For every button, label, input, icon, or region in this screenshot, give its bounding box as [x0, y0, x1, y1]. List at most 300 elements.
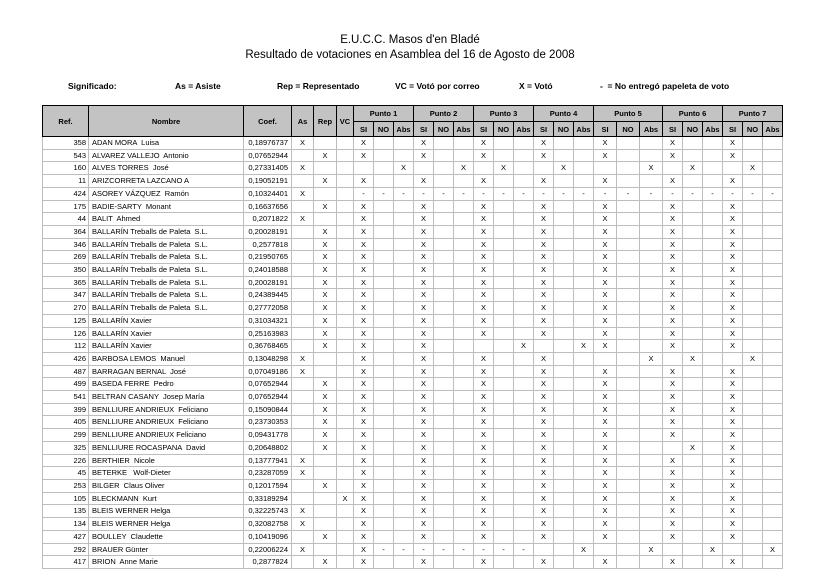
vote-cell: [494, 556, 514, 569]
vote-cell: [703, 454, 723, 467]
vote-cell: X: [723, 378, 743, 391]
table-row: [43, 340, 783, 353]
vote-cell: X: [414, 327, 434, 340]
coef-cell: 0,25163983: [244, 327, 292, 340]
vote-cell: [763, 391, 783, 404]
as-cell: X: [292, 454, 314, 467]
vote-cell: [743, 416, 763, 429]
legend-label: Significado:: [68, 81, 117, 91]
vote-cell: [683, 327, 703, 340]
vote-subcolumn-header: Abs: [640, 122, 663, 137]
vote-cell: [743, 340, 763, 353]
nombre-cell: ALVES TORRES José: [89, 162, 244, 175]
vote-cell: [574, 518, 594, 531]
vote-cell: X: [474, 289, 494, 302]
vote-cell: X: [414, 200, 434, 213]
ref-cell: 135: [43, 505, 89, 518]
vote-cell: X: [723, 505, 743, 518]
as-cell: [292, 429, 314, 442]
vote-cell: [514, 175, 534, 188]
vote-cell: X: [354, 441, 374, 454]
vote-cell: [494, 149, 514, 162]
coef-cell: 0,22006224: [244, 543, 292, 556]
document-title: E.U.C.C. Masos d'en Bladé: [340, 34, 480, 46]
vote-cell: X: [354, 492, 374, 505]
vote-cell: X: [594, 264, 617, 277]
vote-cell: [554, 556, 574, 569]
rep-cell: X: [314, 416, 337, 429]
vote-cell: [640, 492, 663, 505]
vote-cell: [703, 327, 723, 340]
vote-cell: -: [434, 543, 454, 556]
vote-cell: [494, 518, 514, 531]
vote-cell: [743, 556, 763, 569]
vote-cell: [394, 264, 414, 277]
vote-cell: [703, 162, 723, 175]
vote-cell: X: [663, 238, 683, 251]
vote-cell: [434, 518, 454, 531]
vote-cell: [723, 352, 743, 365]
vote-cell: X: [594, 365, 617, 378]
vote-cell: [394, 479, 414, 492]
vote-cell: [494, 492, 514, 505]
vote-cell: [434, 416, 454, 429]
coef-cell: 0,12017594: [244, 479, 292, 492]
vote-cell: [554, 479, 574, 492]
vote-cell: [683, 365, 703, 378]
vote-cell: X: [534, 225, 554, 238]
legend-item-as: As = Asiste: [175, 81, 221, 91]
vote-cell: X: [594, 340, 617, 353]
vote-cell: [554, 327, 574, 340]
nombre-cell: ADAN MORA Luisa: [89, 137, 244, 150]
vote-cell: [703, 213, 723, 226]
rep-cell: X: [314, 289, 337, 302]
vc-cell: [337, 543, 354, 556]
vote-cell: [434, 492, 454, 505]
vote-cell: [683, 340, 703, 353]
vote-cell: [617, 213, 640, 226]
coef-cell: 0,09431778: [244, 429, 292, 442]
vote-cell: [374, 467, 394, 480]
rep-cell: X: [314, 391, 337, 404]
vote-cell: X: [534, 505, 554, 518]
vote-cell: [514, 403, 534, 416]
vote-cell: X: [723, 175, 743, 188]
vote-cell: X: [474, 352, 494, 365]
vc-cell: [337, 454, 354, 467]
vote-cell: [683, 391, 703, 404]
vote-cell: X: [354, 289, 374, 302]
as-cell: [292, 149, 314, 162]
vote-cell: [574, 505, 594, 518]
vote-cell: X: [594, 391, 617, 404]
vote-cell: X: [594, 479, 617, 492]
vote-cell: X: [474, 365, 494, 378]
vote-cell: [743, 238, 763, 251]
vote-cell: -: [454, 187, 474, 200]
vote-cell: X: [534, 251, 554, 264]
vote-cell: [574, 467, 594, 480]
vc-cell: [337, 302, 354, 315]
punto-group-header: Punto 6: [663, 106, 723, 122]
vote-cell: X: [723, 479, 743, 492]
vote-cell: [494, 403, 514, 416]
vote-cell: [683, 429, 703, 442]
vote-cell: [703, 225, 723, 238]
vote-cell: X: [414, 467, 434, 480]
vote-cell: [617, 225, 640, 238]
vote-cell: [640, 200, 663, 213]
vote-cell: [683, 314, 703, 327]
rep-cell: X: [314, 276, 337, 289]
vote-cell: [474, 340, 494, 353]
ref-cell: 44: [43, 213, 89, 226]
nombre-cell: ARIZCORRETA LAZCANO A: [89, 175, 244, 188]
vote-cell: X: [723, 327, 743, 340]
vote-cell: X: [594, 137, 617, 150]
vote-cell: [374, 238, 394, 251]
vote-cell: [514, 264, 534, 277]
vote-cell: X: [414, 492, 434, 505]
vote-cell: [554, 352, 574, 365]
vote-cell: X: [474, 302, 494, 315]
vote-cell: X: [534, 149, 554, 162]
vote-cell: X: [354, 251, 374, 264]
vote-cell: [374, 213, 394, 226]
vote-cell: X: [474, 492, 494, 505]
vote-cell: [514, 429, 534, 442]
vote-subcolumn-header: Abs: [514, 122, 534, 137]
rep-cell: X: [314, 441, 337, 454]
ref-cell: 112: [43, 340, 89, 353]
ref-cell: 427: [43, 530, 89, 543]
vote-subcolumn-header: NO: [743, 122, 763, 137]
vote-cell: X: [474, 225, 494, 238]
document-header: [0, 33, 820, 63]
vote-cell: X: [763, 543, 783, 556]
vote-cell: X: [723, 276, 743, 289]
vote-cell: [763, 302, 783, 315]
vote-cell: X: [414, 238, 434, 251]
vote-cell: [743, 137, 763, 150]
vote-cell: X: [414, 149, 434, 162]
vote-cell: X: [534, 518, 554, 531]
vote-cell: [434, 149, 454, 162]
vote-cell: [514, 530, 534, 543]
vote-cell: X: [663, 340, 683, 353]
as-cell: [292, 479, 314, 492]
vote-cell: X: [414, 454, 434, 467]
vote-cell: [617, 505, 640, 518]
vote-cell: [434, 314, 454, 327]
vote-cell: [640, 556, 663, 569]
vote-cell: X: [534, 467, 554, 480]
vote-cell: [574, 314, 594, 327]
nombre-cell: BETERKE Wolf-Dieter: [89, 467, 244, 480]
vote-cell: X: [663, 289, 683, 302]
as-cell: [292, 403, 314, 416]
vote-cell: [574, 327, 594, 340]
vote-cell: X: [414, 289, 434, 302]
vote-cell: X: [723, 289, 743, 302]
vote-cell: [494, 505, 514, 518]
vote-cell: X: [354, 391, 374, 404]
vote-cell: [703, 289, 723, 302]
vote-cell: [454, 238, 474, 251]
vote-cell: [554, 403, 574, 416]
vote-cell: [763, 251, 783, 264]
vote-cell: X: [640, 162, 663, 175]
vote-cell: X: [474, 505, 494, 518]
vote-cell: [683, 505, 703, 518]
vc-cell: [337, 505, 354, 518]
vote-cell: X: [474, 213, 494, 226]
vote-cell: [434, 302, 454, 315]
vote-cell: X: [474, 441, 494, 454]
as-cell: [292, 251, 314, 264]
vote-cell: X: [474, 200, 494, 213]
vote-cell: [640, 264, 663, 277]
vote-subcolumn-header: Abs: [394, 122, 414, 137]
vote-cell: [454, 264, 474, 277]
vote-cell: [743, 175, 763, 188]
coef-cell: 0,16637656: [244, 200, 292, 213]
vote-cell: -: [494, 543, 514, 556]
vote-cell: [663, 543, 683, 556]
vote-cell: [617, 340, 640, 353]
vc-cell: [337, 213, 354, 226]
vc-cell: [337, 162, 354, 175]
vote-cell: X: [663, 556, 683, 569]
as-cell: [292, 302, 314, 315]
vote-cell: [574, 492, 594, 505]
vote-cell: [374, 314, 394, 327]
table-row: [43, 289, 783, 302]
column-header-coef: Coef.: [244, 106, 292, 137]
vote-cell: [683, 213, 703, 226]
vote-cell: [554, 302, 574, 315]
coef-cell: 0,20648802: [244, 441, 292, 454]
vote-cell: -: [354, 187, 374, 200]
vote-cell: X: [354, 352, 374, 365]
ref-cell: 325: [43, 441, 89, 454]
nombre-cell: BALLARÍN Treballs de Paleta S.L.: [89, 302, 244, 315]
vote-cell: [743, 518, 763, 531]
vote-cell: [514, 391, 534, 404]
vote-cell: [763, 378, 783, 391]
vote-cell: [763, 429, 783, 442]
as-cell: X: [292, 505, 314, 518]
vote-cell: [394, 429, 414, 442]
vote-cell: X: [663, 403, 683, 416]
vote-cell: X: [414, 479, 434, 492]
vote-cell: [574, 530, 594, 543]
vote-cell: [454, 391, 474, 404]
vote-cell: [454, 378, 474, 391]
vote-cell: X: [534, 238, 554, 251]
vc-cell: X: [337, 492, 354, 505]
vote-cell: [617, 137, 640, 150]
vote-cell: [494, 302, 514, 315]
vote-cell: [434, 441, 454, 454]
vote-cell: X: [474, 327, 494, 340]
vote-cell: X: [663, 314, 683, 327]
vote-cell: [617, 149, 640, 162]
ref-cell: 350: [43, 264, 89, 277]
vote-cell: [703, 479, 723, 492]
vote-cell: X: [414, 505, 434, 518]
vote-cell: [554, 149, 574, 162]
vote-cell: [703, 175, 723, 188]
vote-cell: [374, 556, 394, 569]
vote-cell: [763, 340, 783, 353]
vote-cell: X: [354, 556, 374, 569]
vote-cell: [514, 327, 534, 340]
vote-cell: [640, 403, 663, 416]
vote-cell: [663, 352, 683, 365]
column-header-rep: Rep: [314, 106, 337, 137]
vote-cell: [394, 467, 414, 480]
vote-cell: [683, 416, 703, 429]
table-row: [43, 479, 783, 492]
vote-subcolumn-header: SI: [414, 122, 434, 137]
vote-cell: X: [414, 340, 434, 353]
vote-cell: [494, 340, 514, 353]
vote-cell: [763, 137, 783, 150]
vote-cell: X: [494, 162, 514, 175]
vote-cell: [554, 365, 574, 378]
table-row: [43, 403, 783, 416]
nombre-cell: BALIT Ahmed: [89, 213, 244, 226]
vote-cell: [434, 289, 454, 302]
vote-cell: [683, 302, 703, 315]
vote-cell: [554, 505, 574, 518]
table-row: [43, 137, 783, 150]
vote-cell: [494, 200, 514, 213]
nombre-cell: BENLLIURE ROCASPANA David: [89, 441, 244, 454]
vote-cell: [574, 454, 594, 467]
vote-cell: [514, 251, 534, 264]
vote-cell: [763, 314, 783, 327]
vote-cell: X: [640, 352, 663, 365]
vote-cell: X: [534, 276, 554, 289]
vote-cell: X: [663, 200, 683, 213]
vote-cell: X: [354, 505, 374, 518]
header-row-main: [43, 106, 783, 122]
vote-cell: X: [414, 429, 434, 442]
as-cell: [292, 340, 314, 353]
vote-cell: [394, 352, 414, 365]
vote-cell: X: [663, 276, 683, 289]
table-row: [43, 518, 783, 531]
vote-cell: X: [723, 213, 743, 226]
vote-cell: X: [663, 530, 683, 543]
nombre-cell: BILGER Claus Oliver: [89, 479, 244, 492]
vote-cell: [554, 378, 574, 391]
vote-cell: [683, 137, 703, 150]
vote-cell: X: [723, 467, 743, 480]
vote-cell: [374, 276, 394, 289]
vote-cell: [394, 149, 414, 162]
vote-cell: X: [534, 213, 554, 226]
vote-cell: [554, 200, 574, 213]
vote-cell: [617, 276, 640, 289]
vote-cell: [574, 200, 594, 213]
vote-cell: X: [534, 289, 554, 302]
vote-cell: [640, 530, 663, 543]
rep-cell: X: [314, 340, 337, 353]
vote-cell: [374, 429, 394, 442]
nombre-cell: BALLARÍN Treballs de Paleta S.L.: [89, 225, 244, 238]
vote-cell: [683, 200, 703, 213]
vote-cell: [743, 378, 763, 391]
nombre-cell: ALVAREZ VALLEJO Antonio: [89, 149, 244, 162]
vote-cell: [514, 378, 534, 391]
vote-cell: [494, 213, 514, 226]
vote-subcolumn-header: SI: [474, 122, 494, 137]
vote-cell: X: [534, 416, 554, 429]
vote-cell: [434, 213, 454, 226]
vote-cell: [574, 238, 594, 251]
vc-cell: [337, 289, 354, 302]
vote-cell: [640, 479, 663, 492]
vote-cell: [574, 289, 594, 302]
vote-cell: [374, 200, 394, 213]
table-row: [43, 365, 783, 378]
vote-cell: [494, 264, 514, 277]
vote-cell: [554, 137, 574, 150]
vote-cell: [434, 391, 454, 404]
vote-cell: X: [474, 467, 494, 480]
vote-cell: X: [663, 479, 683, 492]
coef-cell: 0,20028191: [244, 276, 292, 289]
vote-cell: X: [354, 530, 374, 543]
ref-cell: 487: [43, 365, 89, 378]
table-row: [43, 251, 783, 264]
vote-cell: [394, 238, 414, 251]
vote-cell: [617, 238, 640, 251]
vote-cell: [514, 492, 534, 505]
vote-cell: [454, 365, 474, 378]
vote-cell: [374, 454, 394, 467]
vote-cell: [454, 225, 474, 238]
rep-cell: X: [314, 479, 337, 492]
vote-cell: X: [594, 175, 617, 188]
vote-cell: [494, 314, 514, 327]
vote-cell: X: [474, 149, 494, 162]
vote-cell: [703, 416, 723, 429]
legend-item-dash: - = No entregó papeleta de voto: [600, 81, 730, 91]
rep-cell: X: [314, 302, 337, 315]
table-row: [43, 429, 783, 442]
vote-cell: [574, 556, 594, 569]
vote-cell: -: [374, 543, 394, 556]
vc-cell: [337, 238, 354, 251]
vote-cell: X: [663, 175, 683, 188]
vote-cell: X: [723, 391, 743, 404]
ref-cell: 125: [43, 314, 89, 327]
table-row: [43, 530, 783, 543]
as-cell: X: [292, 467, 314, 480]
vote-cell: [763, 518, 783, 531]
vote-cell: [454, 556, 474, 569]
vote-cell: -: [763, 187, 783, 200]
table-row: [43, 213, 783, 226]
vote-cell: [394, 302, 414, 315]
vote-cell: [534, 543, 554, 556]
coef-cell: 0,07652944: [244, 149, 292, 162]
